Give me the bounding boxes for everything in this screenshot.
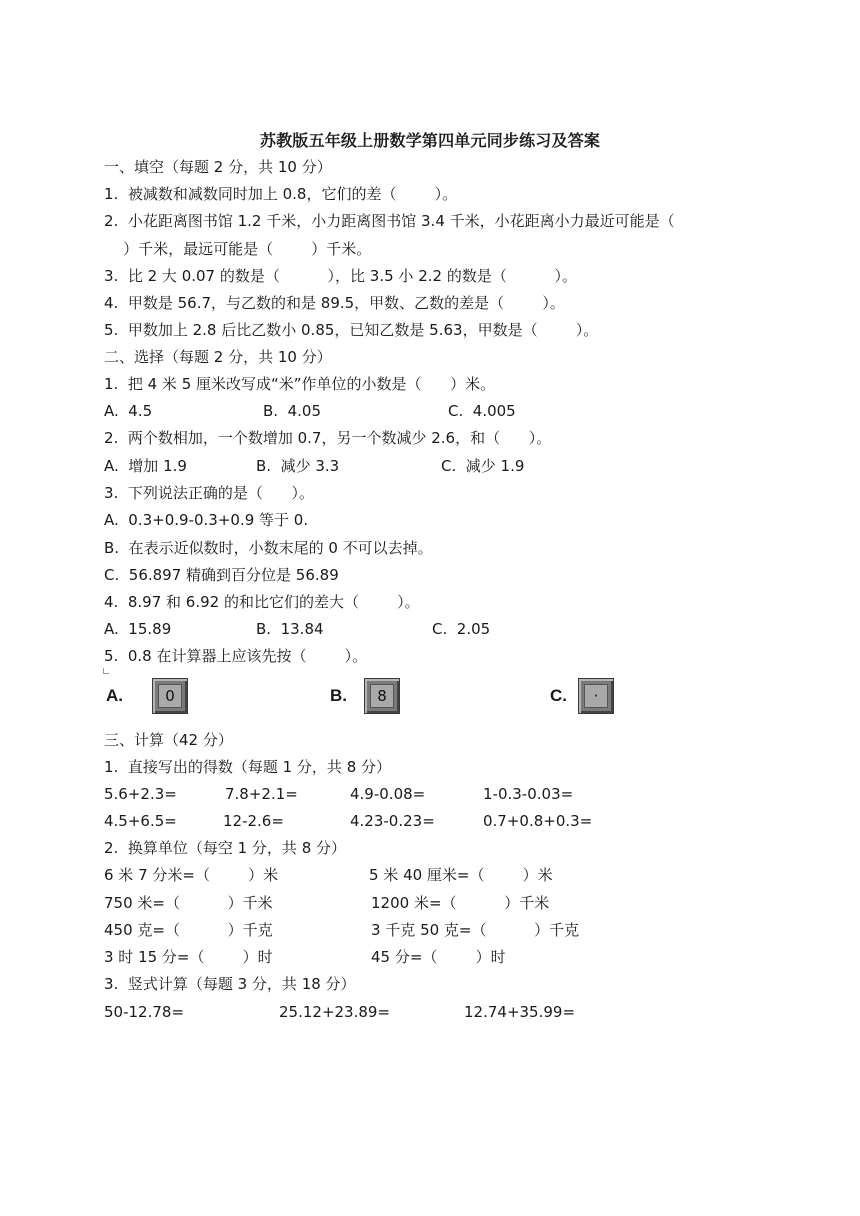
calculator-key-options [0, 676, 860, 720]
section1-question-2-line2: ）千米，最远可能是（ ）千米。 [104, 240, 372, 258]
option-b: B. 减少 3.3 [256, 457, 340, 475]
conversion: 6 米 7 分米=（ ）米 [104, 866, 279, 884]
expression: 1-0.3-0.03= [483, 785, 574, 803]
image-corner-mark [103, 668, 109, 674]
expression: 4.5+6.5= [104, 812, 177, 830]
expression: 4.23-0.23= [350, 812, 435, 830]
option-b: B. 13.84 [256, 620, 324, 638]
expression: 7.8+2.1= [225, 785, 298, 803]
option-a: A. 增加 1.9 [104, 457, 187, 475]
section1-question-1: 1. 被减数和减数同时加上 0.8，它们的差（ ）。 [104, 185, 458, 203]
option-c: C. 2.05 [432, 620, 491, 638]
calculator-key-0-icon [152, 678, 188, 714]
section3-part3-row [0, 1002, 860, 1022]
section1-question-5: 5. 甲数加上 2.8 后比乙数小 0.85，已知乙数是 5.63，甲数是（ ）。 [104, 321, 599, 339]
section3-part2-row [0, 865, 860, 885]
conversion: 450 克=（ ）千克 [104, 921, 273, 939]
section3-part1-row1 [0, 784, 860, 804]
expression: 4.9-0.08= [350, 785, 426, 803]
option-a: A. 15.89 [104, 620, 172, 638]
expression: 5.6+2.3= [104, 785, 177, 803]
section2-question-3-option-a: A. 0.3+0.9-0.3+0.9 等于 0. [104, 511, 309, 529]
key-option-c-label: C. [550, 686, 567, 705]
page-title: 苏教版五年级上册数学第四单元同步练习及答案 [259, 131, 601, 150]
expression: 12-2.6= [223, 812, 284, 830]
conversion: 45 分=（ ）时 [371, 948, 506, 966]
conversion: 750 米=（ ）千米 [104, 894, 273, 912]
calculator-key-decimal-point-icon [578, 678, 614, 714]
expression: 25.12+23.89= [279, 1003, 391, 1021]
section2-question-3-option-b: B. 在表示近似数时，小数末尾的 0 不可以去掉。 [104, 539, 433, 557]
section3-part2-row [0, 893, 860, 913]
section3-heading: 三、计算（42 分） [104, 731, 233, 749]
key-face: 0 [158, 684, 182, 708]
key-option-b-label: B. [330, 686, 347, 705]
section3-part3-heading: 3. 竖式计算（每题 3 分，共 18 分） [104, 975, 356, 993]
expression: 12.74+35.99= [464, 1003, 576, 1021]
expression: 0.7+0.8+0.3= [483, 812, 593, 830]
section3-part1-heading: 1. 直接写出的得数（每题 1 分，共 8 分） [104, 758, 392, 776]
section3-part2-row [0, 920, 860, 940]
section2-heading: 二、选择（每题 2 分，共 10 分） [104, 348, 332, 366]
key-face: 8 [370, 684, 394, 708]
section2-question-4: 4. 8.97 和 6.92 的和比它们的差大（ ）。 [104, 593, 420, 611]
conversion: 1200 米=（ ）千米 [371, 894, 550, 912]
section3-part2-row [0, 947, 860, 967]
section2-question-4-options [0, 619, 860, 639]
conversion: 3 千克 50 克=（ ）千克 [371, 921, 580, 939]
section1-question-4: 4. 甲数是 56.7，与乙数的和是 89.5，甲数、乙数的差是（ ）。 [104, 294, 565, 312]
option-a: A. 4.5 [104, 402, 153, 420]
conversion: 5 米 40 厘米=（ ）米 [369, 866, 553, 884]
section1-question-2-line1: 2. 小花距离图书馆 1.2 千米，小力距离图书馆 3.4 千米，小花距离小力最近可能是（ [104, 212, 675, 230]
calculator-key-8-icon [364, 678, 400, 714]
section2-question-2: 2. 两个数相加，一个数增加 0.7，另一个数减少 2.6，和（ ）。 [104, 429, 552, 447]
section3-part1-row2 [0, 811, 860, 831]
conversion: 3 时 15 分=（ ）时 [104, 948, 273, 966]
section2-question-3: 3. 下列说法正确的是（ ）。 [104, 484, 314, 502]
option-b: B. 4.05 [263, 402, 321, 420]
section2-question-1-options [0, 401, 860, 421]
section3-part2-heading: 2. 换算单位（每空 1 分，共 8 分） [104, 839, 347, 857]
section1-question-3: 3. 比 2 大 0.07 的数是（ ），比 3.5 小 2.2 的数是（ ）。 [104, 267, 578, 285]
option-c: C. 减少 1.9 [441, 457, 525, 475]
option-c: C. 4.005 [448, 402, 516, 420]
section2-question-1: 1. 把 4 米 5 厘米改写成“米”作单位的小数是（ ）米。 [104, 375, 496, 393]
section2-question-5: 5. 0.8 在计算器上应该先按（ ）。 [104, 647, 368, 665]
section2-question-3-option-c: C. 56.897 精确到百分位是 56.89 [104, 566, 339, 584]
expression: 50-12.78= [104, 1003, 185, 1021]
section1-heading: 一、填空（每题 2 分，共 10 分） [104, 158, 332, 176]
key-face: · [584, 684, 608, 708]
section2-question-2-options [0, 456, 860, 476]
key-option-a-label: A. [106, 686, 123, 705]
